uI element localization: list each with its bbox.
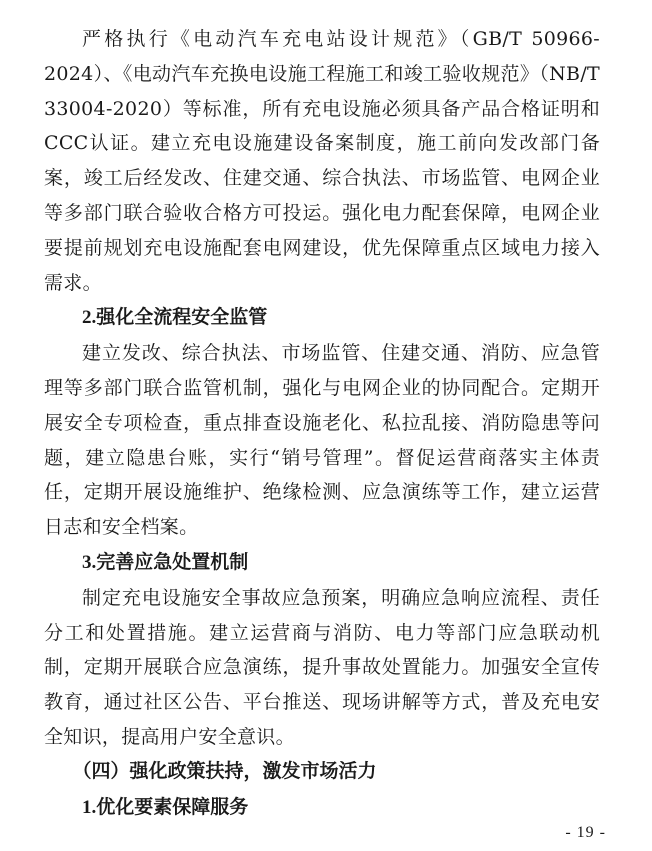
heading-number: 2. [82, 307, 97, 329]
heading-emergency [44, 545, 600, 581]
heading-text: 完善应急处置机制 [96, 550, 249, 573]
paragraph-supervision: 建立发改、综合执法、市场监管、住建交通、消防、应急管理等多部门联合监管机制，强化与电网企业的协同配合。定期开展安全专项检查，重点排查设施老化、私拉乱接、消防隐患等问题，建立隐患台账，实行“销号管理”。督促运营商落实主体责任，定期开展设施维护、绝缘检测、应急演练等工作，建立运营日志和安全档案。 [44, 342, 600, 539]
section-heading-policy: （四）强化政策扶持，激发市场活力 [72, 760, 377, 782]
heading-text: 优化要素保障服务 [96, 795, 249, 818]
heading-factor-services [44, 790, 600, 826]
document-body [44, 22, 600, 825]
heading-number: 1. [82, 796, 97, 818]
paragraph-emergency: 制定充电设施安全事故应急预案，明确应急响应流程、责任分工和处置措施。建立运营商与消防、电力等部门应急联动机制，定期开展联合应急演练，提升事故处置能力。加强安全宣传教育，通过社区公告、平台推送、现场讲解等方式，普及充电安全知识，提高用户安全意识。 [44, 586, 600, 748]
paragraph-standards: 严格执行《电动汽车充电站设计规范》（GB/T 50966-2024）、《电动汽车充换电设施工程施工和竣工验收规范》（NB/T 33004-2020）等标准，所有充电设施必须具备产品合格证明和CCC认证。建立充电设施建设备案制度，施工前向发改部门备案，竣工后经发改、住建交通、综合执法、市场监管、电网企业等多部门联合验收合格方可投运。强化电力配套保障，电网企业要提前规划充电设施配套电网建设，优先保障重点区域电力接入需求。 [44, 28, 600, 294]
heading-text: 强化全流程安全监管 [96, 306, 268, 329]
page-number: - 19 - [565, 824, 606, 841]
heading-supervision [44, 300, 600, 336]
heading-number: 3. [82, 551, 97, 573]
